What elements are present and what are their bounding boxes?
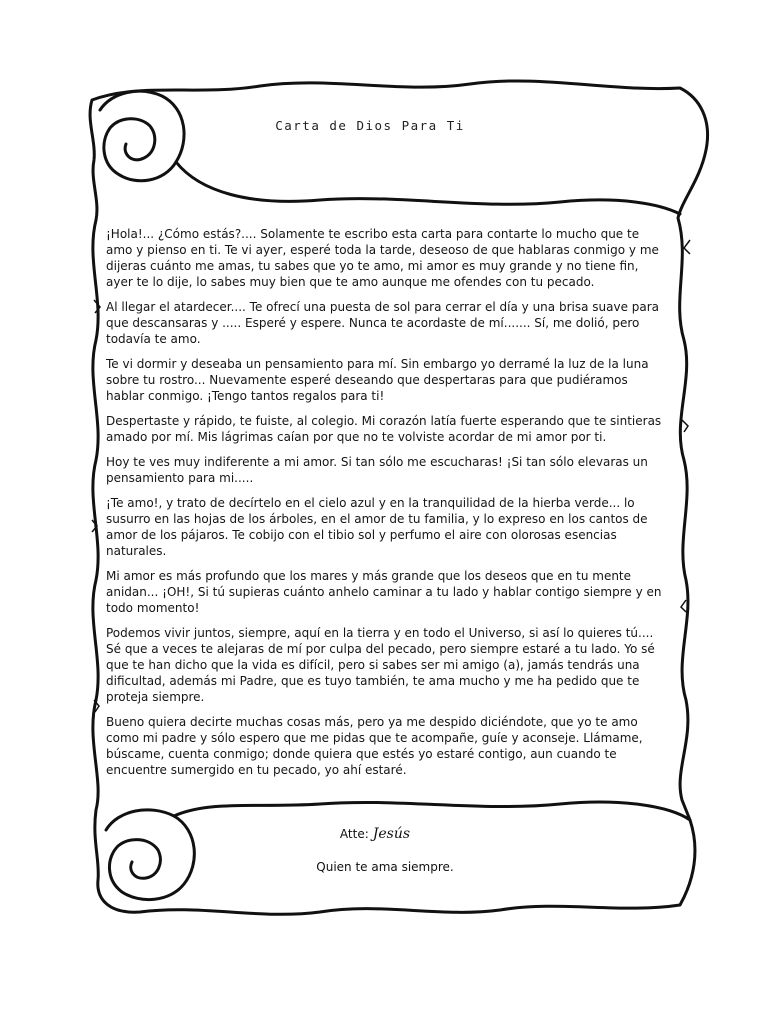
paragraph: ¡Te amo!, y trato de decírtelo en el cielo azul y en la tranquilidad de la hierba verde... lo susurro en las hojas de los árboles, en el amor de tu familia, y lo expreso en los cantos de amor de los pájaros. Te cobijo con el tibio sol y perfumo el aire con olorosas esencias naturales. (106, 496, 648, 558)
paragraph: Bueno quiera decirte muchas cosas más, pero ya me despido diciéndote, que yo te amo como mi padre y sólo espero que me pidas que te acompañe, guíe y aconseje. Llámame, búscame, cuenta conmigo; donde quiera que estés yo estaré contigo, aun cuando te encuentre sumergido en tu pecado, yo ahí estaré. (106, 715, 643, 777)
scroll-top-curl (100, 91, 184, 181)
signature-label: Atte: (339, 827, 369, 841)
letter-title: Carta de Dios Para Ti (275, 118, 465, 133)
paragraph: Hoy te ves muy indiferente a mi amor. Si tan sólo me escucharas! ¡Si tan sólo elevaras un pensamiento para mi..... (106, 455, 648, 485)
closing-line: Quien te ama siempre. (316, 860, 454, 874)
paragraph: Te vi dormir y deseaba un pensamiento para mí. Sin embargo yo derramé la luz de la luna sobre tu rostro... Nuevamente esperé deseando que despertaras para que pudiéramos hablar conmigo. ¡Tengo tantos regalos para ti! (106, 357, 649, 403)
letter-body (106, 226, 666, 787)
signature-name: Jesús (372, 826, 411, 842)
paragraph: Despertaste y rápido, te fuiste, al colegio. Mi corazón latía fuerte esperando que te sintieras amado por mí. Mis lágrimas caían por que no te volviste acordar de mi amor por ti. (106, 414, 662, 444)
signature (300, 826, 450, 842)
paragraph: Mi amor es más profundo que los mares y más grande que los deseos que en tu mente anidan... ¡OH!, Si tú supieras cuánto anhelo caminar a tu lado y hablar contigo siempre y en todo momento! (106, 569, 662, 615)
scroll-bottom-curl (106, 810, 194, 900)
paragraph: ¡Hola!... ¿Cómo estás?.... Solamente te escribo esta carta para contarte lo mucho que te amo y pienso en ti. Te vi ayer, esperé toda la tarde, deseoso de que hablaras conmigo y me dijeras cuánto me amas, tu sabes que yo te amo, mi amor es muy grande y no tiene fin, ayer te lo dije, lo sabes muy bien que te amo aunque me ofendes con tu pecado. (106, 227, 659, 289)
paragraph: Podemos vivir juntos, siempre, aquí en la tierra y en todo el Universo, si así lo quieres tú.... Sé que a veces te alejaras de mí por culpa del pecado, pero siempre estaré a tu lado. Yo sé que te han dicho que la vida es difícil, pero si sabes ser mi amigo (a), jamás tendrás una dificultad, además mi Padre, que es tuyo también, te ama mucho y me ha pedido que te proteja siempre. (106, 626, 655, 704)
paragraph: Al llegar el atardecer.... Te ofrecí una puesta de sol para cerrar el día y una brisa suave para que descansaras y ..... Esperé y espere. Nunca te acordaste de mí....... Sí, me dolió, pero todavía te amo. (106, 300, 660, 346)
